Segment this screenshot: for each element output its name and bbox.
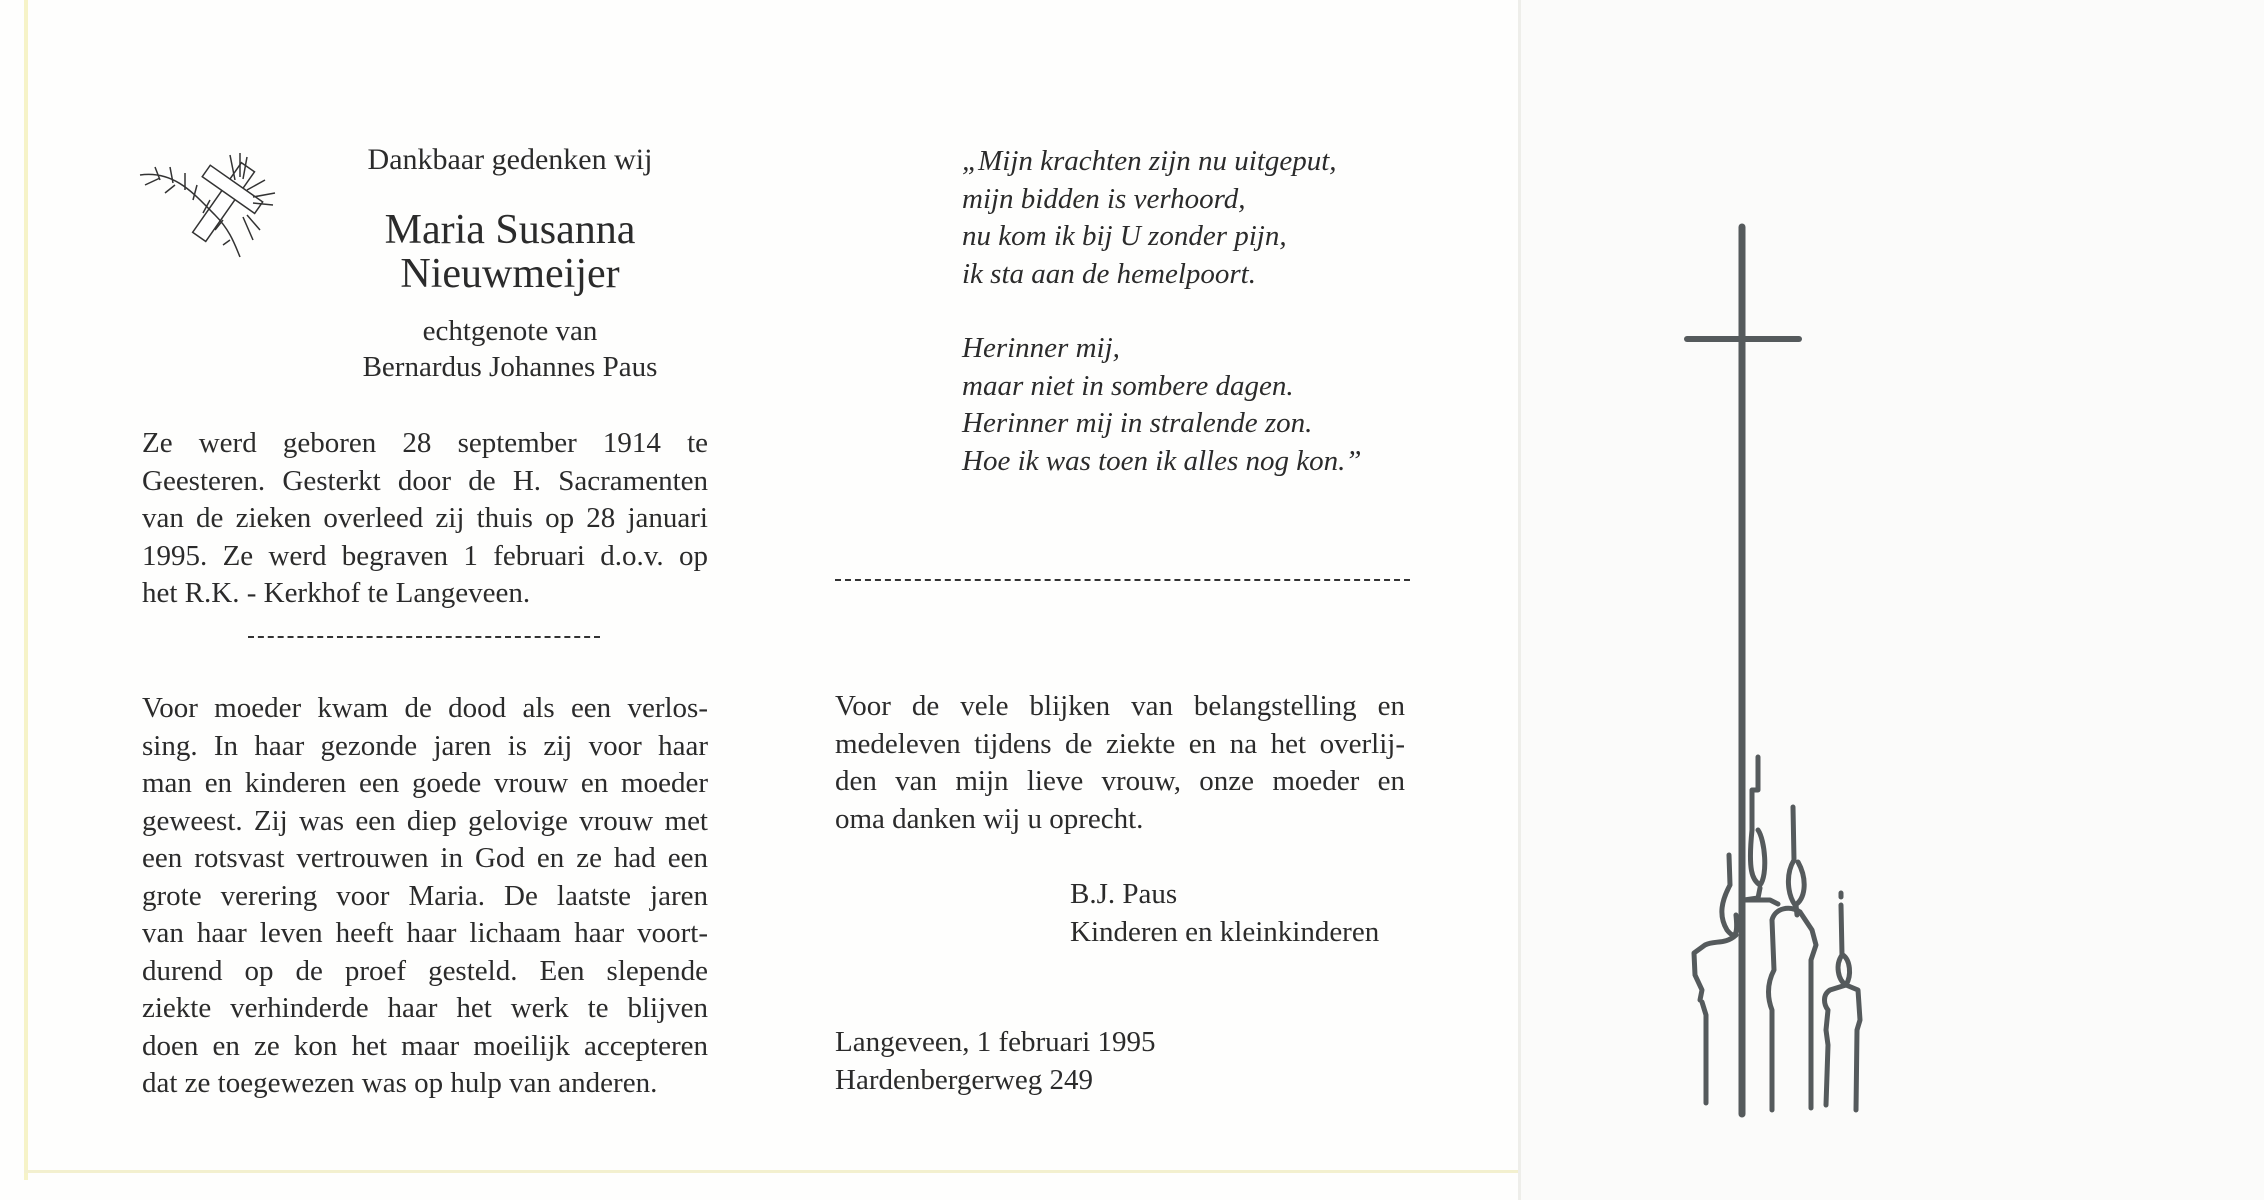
poem-line: Hoe ik was toen ik alles nog kon.” (962, 444, 1362, 477)
deceased-name-first: Maria Susanna (384, 207, 636, 253)
tribute-line: dat ze toegewezen was op hulp van anderen. (142, 1067, 658, 1099)
poem-line: mijn bidden is verhoord, (962, 182, 1246, 215)
tribute-line: van haar leven heeft haar lichaam haar voort- (142, 917, 708, 949)
poem-line: maar niet in sombere dagen. (962, 369, 1294, 402)
signature-name: B.J. Paus (1070, 878, 1178, 910)
tribute-line: doen en ze kon het maar moeilijk accepteren (142, 1029, 708, 1062)
candles (1694, 757, 1860, 1110)
tribute-line: sing. In haar gezonde jaren is zij voor haar (142, 729, 708, 762)
poem-line: nu kom ik bij U zonder pijn, (962, 220, 1287, 252)
tribute-line: grote verering voor Maria. De laatste jaren (142, 879, 708, 912)
thanks-line: oma danken wij u oprecht. (835, 802, 1144, 835)
signature-family: Kinderen en kleinkinderen (1070, 915, 1380, 948)
bio-line: van de zieken overleed zij thuis op 28 januari (142, 502, 708, 534)
bio-line: 1995. Ze werd begraven 1 februari d.o.v. op (142, 539, 708, 572)
tribute-line: Voor moeder kwam de dood als een verlos- (142, 692, 708, 724)
place-date: Langeveen, 1 februari 1995 (835, 1026, 1156, 1058)
thanks-line: den van mijn lieve vrouw, onze moeder en (835, 765, 1405, 797)
relation-label: echtgenote van (422, 315, 598, 347)
bio-line: het R.K. - Kerkhof te Langeveen. (142, 577, 531, 609)
bio-line: Geesteren. Gesterkt door de H. Sacramenten (142, 464, 708, 497)
heading: Dankbaar gedenken wij (367, 143, 653, 176)
spouse-name: Bernardus Johannes Paus (362, 351, 658, 383)
address: Hardenbergerweg 249 (835, 1063, 1093, 1096)
thanks-line: medeleven tijdens de ziekte en na het overlij- (835, 727, 1405, 760)
poem-line: Herinner mij, (962, 332, 1120, 364)
tribute-line: een rotsvast vertrouwen in God en ze had een (142, 842, 708, 874)
tribute-line: man en kinderen een goede vrouw en moeder (142, 767, 708, 799)
deceased-name-last: Nieuwmeijer (400, 251, 620, 297)
poem-line: Herinner mij in stralende zon. (962, 407, 1313, 439)
bio-line: Ze werd geboren 28 september 1914 te (142, 427, 708, 459)
poem-line: ik sta aan de hemelpoort. (962, 257, 1256, 290)
tribute-line: ziekte verhinderde haar het werk te blijven (142, 992, 708, 1024)
poem-line: „Mijn krachten zijn nu uitgeput, (962, 145, 1337, 177)
tribute-line: geweest. Zij was een diep gelovige vrouw met (142, 804, 708, 837)
tribute-line: durend op de proef gesteld. Een slepende (142, 954, 708, 987)
thanks-line: Voor de vele blijken van belangstelling en (835, 690, 1405, 722)
